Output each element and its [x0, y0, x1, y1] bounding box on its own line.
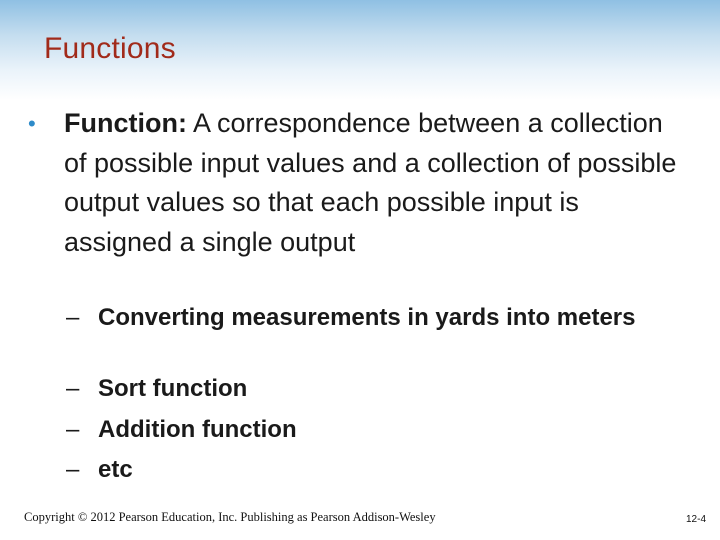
sub-item	[66, 454, 666, 486]
sub-item-text: etc	[98, 456, 133, 483]
page-number: 12-4	[685, 514, 706, 525]
copyright-footer: Copyright © 2012 Pearson Education, Inc. Publishing as Pearson Addison-Wesley	[24, 510, 436, 524]
main-bullet	[28, 104, 678, 262]
bullet-term: Function:	[64, 108, 187, 138]
bullet-definition: A correspondence between a collection of possible input values and a collection of possible output values so that each possible input is assigned a single output	[64, 108, 677, 257]
sub-item	[66, 373, 666, 405]
dash-icon: –	[66, 375, 80, 402]
dash-icon: –	[66, 416, 80, 443]
sub-item-text: Addition function	[98, 416, 297, 443]
sub-item-text: Converting measurements in yards into meters	[98, 304, 636, 331]
slide-title: Functions	[44, 32, 176, 65]
sub-item-text: Sort function	[98, 375, 248, 402]
sub-item	[66, 302, 666, 334]
bullet-text	[64, 104, 678, 262]
dash-icon: –	[66, 456, 80, 483]
bullet-dot-icon: •	[28, 111, 36, 136]
dash-icon: –	[66, 304, 80, 331]
sub-item	[66, 414, 666, 446]
